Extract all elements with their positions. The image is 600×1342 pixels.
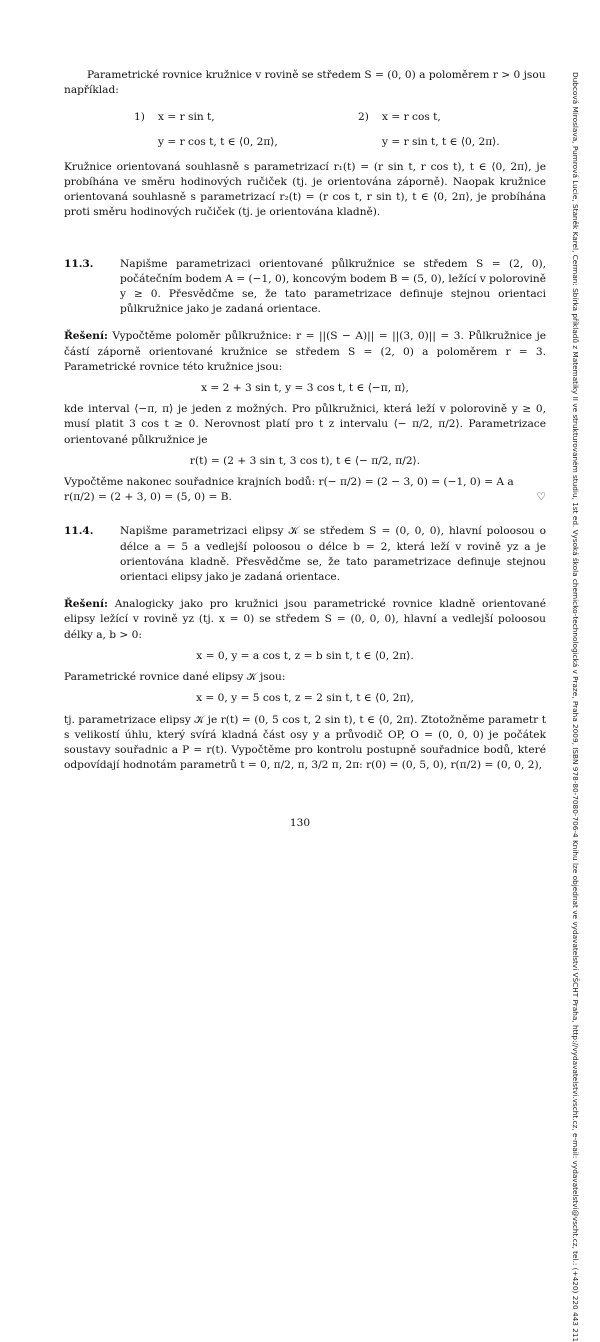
solution-text: Analogicky jako pro kružnici jsou parametrické rovnice kladně orientované elipsy ležící v rovině yz (tj. x = 0) se středem S = (0, 0, 0), hlavní a vedlejší poloosou délky a, b > 0: (64, 598, 546, 641)
display-equation: x = 0, y = a cos t, z = b sin t, t ∈ ⟨0, 2π⟩. (196, 649, 414, 662)
solution-end-line (64, 490, 546, 505)
problem-statement: Napišme parametrizaci elipsy 𝒦 se středem S = (0, 0, 0), hlavní poloosou o délce a = 5 a vedlejší poloosou o délce b = 2, která leží v rovině yz a je orientována kladně. Přesvědčme se, že tato parametrizace definuje stejnou orientaci elipsy jako je zadaná orientace. (120, 525, 546, 584)
sidebar-citation (560, 72, 590, 1342)
display-equation: r(t) = (2 + 3 sin t, 3 cos t), t ∈ ⟨− π/2, π/2⟩. (189, 454, 421, 467)
page-number: 130 (289, 817, 311, 829)
orientation-paragraph: Kružnice orientovaná souhlasně s parametrizací r₁(t) = (r sin t, r cos t), t ∈ ⟨0, 2π⟩, je probíhána ve směru hodinových ručiček (tj. je orientována záporně). Naopak kružnice orientovaná souhlasně s parametrizací r₂(t) = (r cos t, r sin t), t ∈ ⟨0, 2π⟩, je probíhána proti směru hodinových ručiček (tj. je orientována kladně). (64, 160, 546, 219)
solution-paragraph: Parametrické rovnice dané elipsy 𝒦 jsou: (64, 671, 286, 684)
equation-1b: y = r cos t, t ∈ ⟨0, 2π⟩, (158, 135, 278, 148)
equation-label-1: 1) (134, 111, 145, 124)
solution-paragraph: Vypočtěme nakonec souřadnice krajních bodů: r(− π/2) = (2 − 3, 0) = (−1, 0) = A a (64, 476, 514, 489)
display-equation: x = 0, y = 5 cos t, z = 2 sin t, t ∈ ⟨0, 2π⟩, (196, 692, 414, 705)
solution-paragraph: kde interval ⟨−π, π⟩ je jeden z možných. Pro půlkružnici, která leží v polorovině y ≥ 0, musí platit 3 cos t ≥ 0. Nerovnost platí pro t z intervalu ⟨− π/2, π/2⟩. Parametrizace orientované půlkružnice je (64, 403, 546, 446)
problem-number: 11.3. (64, 257, 94, 270)
equation-label-2: 2) (358, 111, 369, 124)
intro-line-2: například: (64, 84, 119, 97)
circle-equations (134, 110, 546, 149)
end-of-solution-mark: ♡ (536, 491, 546, 504)
problem-statement: Napišme parametrizaci orientované půlkružnice se středem S = (2, 0), počátečním bodem A = (−1, 0), koncovým bodem B = (5, 0), ležící v polorovině y ≥ 0. Přesvědčme se, že tato parametrizace definuje stejnou orientaci půlkružnice jako je zadaná orientace. (120, 257, 546, 316)
intro-line-1: Parametrické rovnice kružnice v rovině se středem S = (0, 0) a poloměrem r > 0 jsou (87, 69, 546, 81)
citation-text: Dubcová Miroslava, Pumrová Lucie, Staněk Karel, Cerman: Sbírka příkladů z Matematiky II ve strukturovaném studiu, 1st ed. Vysoká škola chemicko-technologická v Praze, Praha 2009, ISBN 978-80-7080-706-4 Knihu lze objednat ve vydavatelství VŠCHT Praha, http://vydavatelstvi.vscht.cz, e-mail: vydavatelstvi@vscht.cz, tel.: (+420) 220 443 211 (571, 72, 580, 1342)
problem-11-3 (64, 257, 546, 318)
solution-label: Řešení: (64, 598, 108, 611)
problem-number: 11.4. (64, 525, 94, 538)
solution-11-4 (64, 597, 546, 643)
solution-11-3 (64, 329, 546, 375)
display-equation: x = 2 + 3 sin t, y = 3 cos t, t ∈ ⟨−π, π⟩, (201, 382, 409, 395)
problem-11-4 (64, 524, 546, 585)
solution-paragraph: tj. parametrizace elipsy 𝒦 je r(t) = (0, 5 cos t, 2 sin t), t ∈ ⟨0, 2π⟩. Ztotožněme parametr t s velikostí úhlu, který svírá kladná část osy y a průvodič OP, O = (0, 0, 0) je počátek soustavy souřadnic a P = r(t). Vypočtěme pro kontrolu postupně souřadnice bodů, které odpovídají hodnotám parametrů t = 0, π/2, π, 3/2 π, 2π: r(0) = (0, 5, 0), r(π/2) = (0, 0, 2), (64, 713, 546, 772)
solution-text: r(π/2) = (2 + 3, 0) = (5, 0) = B. (64, 491, 232, 504)
solution-text: Vypočtěme poloměr půlkružnice: r = ||(S − A)|| = ||(3, 0)|| = 3. Půlkružnice je částí záporně orientované kružnice se středem S = (2, 0) a poloměrem r = 3. Parametrické rovnice této kružnice jsou: (64, 330, 546, 373)
solution-label: Řešení: (64, 330, 108, 343)
equation-2b: y = r sin t, t ∈ ⟨0, 2π⟩. (382, 135, 500, 148)
page-content (64, 68, 546, 773)
intro-text (87, 68, 546, 83)
equation-1a: x = r sin t, (158, 111, 215, 124)
equation-2a: x = r cos t, (382, 111, 441, 124)
